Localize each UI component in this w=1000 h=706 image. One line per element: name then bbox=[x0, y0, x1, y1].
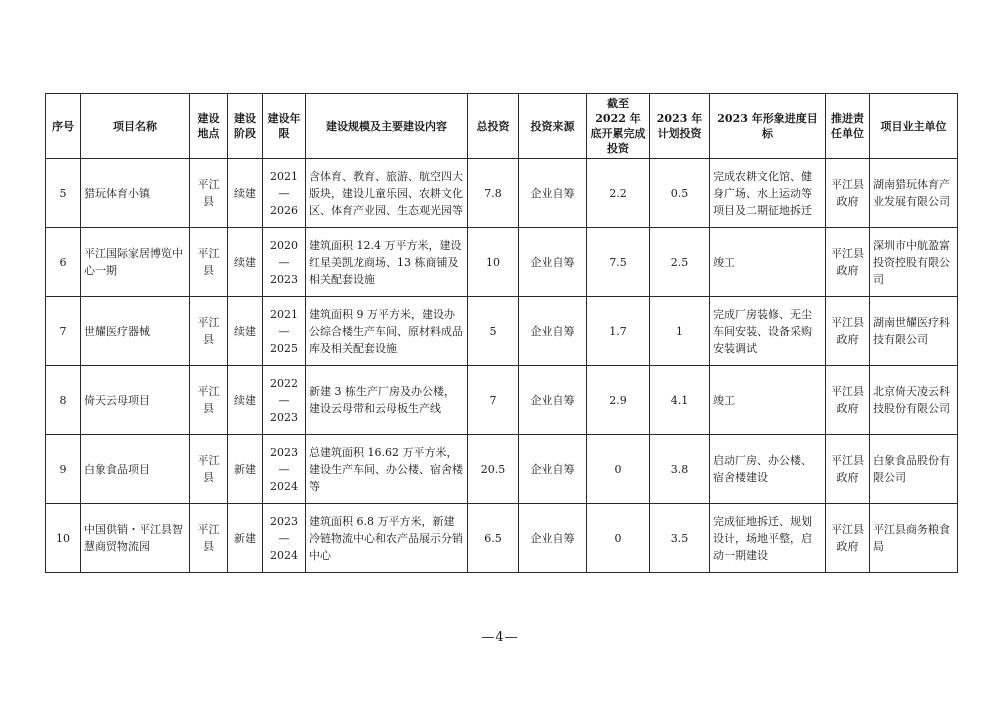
cell-scale: 含体育、教育、旅游、航空四大版块，建设儿童乐园、农耕文化区、体育产业园、生态观光园等 bbox=[306, 159, 468, 228]
cell-source: 企业自筹 bbox=[519, 366, 587, 435]
header-source: 投资来源 bbox=[519, 94, 587, 159]
cell-completed: 7.5 bbox=[587, 228, 650, 297]
cell-location: 平江县 bbox=[190, 504, 228, 573]
cell-name: 猎玩体育小镇 bbox=[81, 159, 190, 228]
cell-stage: 续建 bbox=[228, 366, 263, 435]
cell-owner: 白象食品股份有限公司 bbox=[870, 435, 958, 504]
cell-scale: 总建筑面积 16.62 万平方米，建设生产车间、办公楼、宿舍楼等 bbox=[306, 435, 468, 504]
cell-period: 2020—2023 bbox=[263, 228, 306, 297]
cell-owner: 深圳市中航盈富投资控股有限公司 bbox=[870, 228, 958, 297]
table-row bbox=[46, 366, 958, 435]
cell-name: 平江国际家居博览中心一期 bbox=[81, 228, 190, 297]
cell-seq: 8 bbox=[46, 366, 81, 435]
cell-location: 平江县 bbox=[190, 297, 228, 366]
table-row bbox=[46, 504, 958, 573]
cell-source: 企业自筹 bbox=[519, 228, 587, 297]
cell-period: 2023—2024 bbox=[263, 435, 306, 504]
cell-location: 平江县 bbox=[190, 366, 228, 435]
cell-unit: 平江县政府 bbox=[826, 297, 870, 366]
cell-unit: 平江县政府 bbox=[826, 504, 870, 573]
cell-owner: 湖南猎玩体育产业发展有限公司 bbox=[870, 159, 958, 228]
cell-total: 6.5 bbox=[468, 504, 519, 573]
cell-period: 2021—2026 bbox=[263, 159, 306, 228]
header-total: 总投资 bbox=[468, 94, 519, 159]
cell-scale: 新建 3 栋生产厂房及办公楼，建设云母带和云母板生产线 bbox=[306, 366, 468, 435]
cell-name: 世耀医疗器械 bbox=[81, 297, 190, 366]
cell-seq: 9 bbox=[46, 435, 81, 504]
cell-period: 2021—2025 bbox=[263, 297, 306, 366]
cell-plan2023: 3.8 bbox=[650, 435, 710, 504]
cell-owner: 北京倚天凌云科技股份有限公司 bbox=[870, 366, 958, 435]
cell-stage: 新建 bbox=[228, 504, 263, 573]
cell-name: 白象食品项目 bbox=[81, 435, 190, 504]
header-target2023: 2023 年形象进度目标 bbox=[710, 94, 826, 159]
cell-source: 企业自筹 bbox=[519, 504, 587, 573]
cell-scale: 建筑面积 12.4 万平方米，建设红星美凯龙商场、13 栋商铺及相关配套设施 bbox=[306, 228, 468, 297]
cell-owner: 湖南世耀医疗科技有限公司 bbox=[870, 297, 958, 366]
header-row bbox=[46, 94, 958, 159]
cell-stage: 续建 bbox=[228, 228, 263, 297]
header-completed: 截至 2022 年底开累完成投资 bbox=[587, 94, 650, 159]
cell-target2023: 完成征地拆迁、规划设计，场地平整，启动一期建设 bbox=[710, 504, 826, 573]
cell-completed: 0 bbox=[587, 504, 650, 573]
cell-location: 平江县 bbox=[190, 159, 228, 228]
page-number: —4— bbox=[481, 630, 519, 645]
cell-scale: 建筑面积 6.8 万平方米，新建冷链物流中心和农产品展示分销中心 bbox=[306, 504, 468, 573]
cell-total: 5 bbox=[468, 297, 519, 366]
header-owner: 项目业主单位 bbox=[870, 94, 958, 159]
cell-name: 倚天云母项目 bbox=[81, 366, 190, 435]
cell-total: 10 bbox=[468, 228, 519, 297]
cell-target2023: 完成农耕文化馆、健身广场、水上运动等项目及二期征地拆迁 bbox=[710, 159, 826, 228]
cell-total: 7 bbox=[468, 366, 519, 435]
cell-stage: 续建 bbox=[228, 159, 263, 228]
header-scale: 建设规模及主要建设内容 bbox=[306, 94, 468, 159]
cell-total: 20.5 bbox=[468, 435, 519, 504]
table-row bbox=[46, 159, 958, 228]
cell-source: 企业自筹 bbox=[519, 159, 587, 228]
cell-seq: 6 bbox=[46, 228, 81, 297]
cell-seq: 5 bbox=[46, 159, 81, 228]
cell-stage: 新建 bbox=[228, 435, 263, 504]
cell-target2023: 竣工 bbox=[710, 228, 826, 297]
header-name: 项目名称 bbox=[81, 94, 190, 159]
cell-unit: 平江县政府 bbox=[826, 159, 870, 228]
project-table bbox=[45, 93, 958, 573]
cell-name: 中国供销・平江县智慧商贸物流园 bbox=[81, 504, 190, 573]
cell-source: 企业自筹 bbox=[519, 435, 587, 504]
cell-target2023: 启动厂房、办公楼、宿舍楼建设 bbox=[710, 435, 826, 504]
cell-completed: 2.2 bbox=[587, 159, 650, 228]
cell-stage: 续建 bbox=[228, 297, 263, 366]
cell-scale: 建筑面积 9 万平方米，建设办公综合楼生产车间、原材料成品库及相关配套设施 bbox=[306, 297, 468, 366]
cell-unit: 平江县政府 bbox=[826, 228, 870, 297]
header-period: 建设年限 bbox=[263, 94, 306, 159]
cell-seq: 7 bbox=[46, 297, 81, 366]
cell-seq: 10 bbox=[46, 504, 81, 573]
cell-plan2023: 2.5 bbox=[650, 228, 710, 297]
cell-target2023: 竣工 bbox=[710, 366, 826, 435]
cell-period: 2022—2023 bbox=[263, 366, 306, 435]
table-row bbox=[46, 228, 958, 297]
cell-owner: 平江县商务粮食局 bbox=[870, 504, 958, 573]
header-unit: 推进责任单位 bbox=[826, 94, 870, 159]
cell-unit: 平江县政府 bbox=[826, 366, 870, 435]
cell-plan2023: 4.1 bbox=[650, 366, 710, 435]
cell-location: 平江县 bbox=[190, 435, 228, 504]
cell-unit: 平江县政府 bbox=[826, 435, 870, 504]
cell-completed: 2.9 bbox=[587, 366, 650, 435]
header-seq: 序号 bbox=[46, 94, 81, 159]
cell-completed: 0 bbox=[587, 435, 650, 504]
cell-source: 企业自筹 bbox=[519, 297, 587, 366]
header-stage: 建设阶段 bbox=[228, 94, 263, 159]
table-row bbox=[46, 435, 958, 504]
cell-total: 7.8 bbox=[468, 159, 519, 228]
cell-location: 平江县 bbox=[190, 228, 228, 297]
cell-plan2023: 0.5 bbox=[650, 159, 710, 228]
header-location: 建设地点 bbox=[190, 94, 228, 159]
cell-plan2023: 3.5 bbox=[650, 504, 710, 573]
table-row bbox=[46, 297, 958, 366]
cell-period: 2023—2024 bbox=[263, 504, 306, 573]
cell-plan2023: 1 bbox=[650, 297, 710, 366]
cell-completed: 1.7 bbox=[587, 297, 650, 366]
header-plan2023: 2023 年计划投资 bbox=[650, 94, 710, 159]
cell-target2023: 完成厂房装修、无尘车间安装、设备采购安装调试 bbox=[710, 297, 826, 366]
